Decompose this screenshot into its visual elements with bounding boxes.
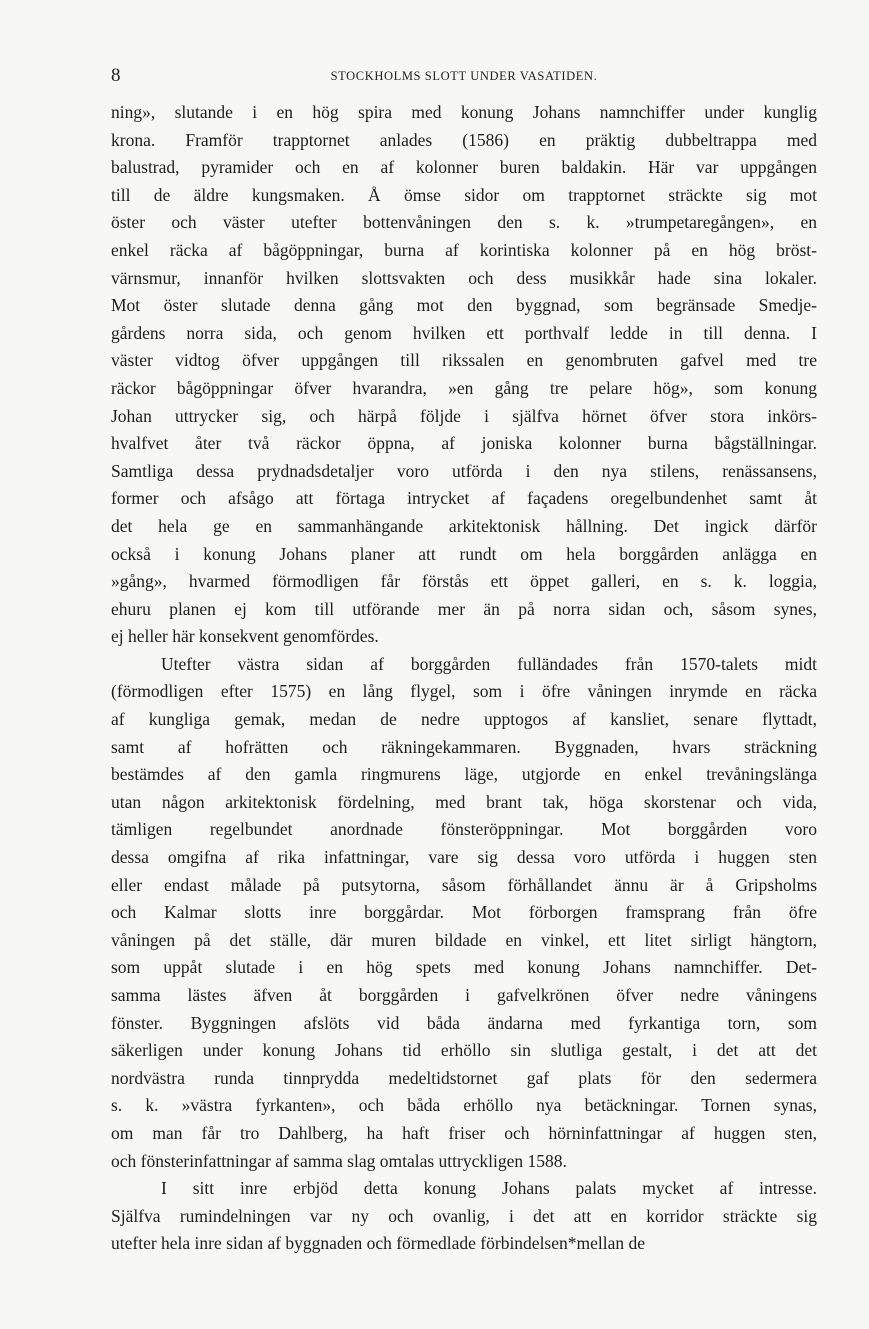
text-line: enkel räcka af bågöppningar, burna af korintiska kolonner på en hög bröst-	[111, 239, 817, 260]
text-line: hvalfvet åter två räckor öppna, af joniska kolonner burna bågställningar.	[111, 433, 817, 454]
text-line: räckor bågöppningar öfver hvarandra, »en gång tre pelare hög», som konung	[111, 377, 817, 398]
paragraph	[111, 99, 817, 651]
text-line: nordvästra runda tinnprydda medeltidstornet gaf plats för den sedermera	[111, 1067, 817, 1088]
text-line: bestämdes af den gamla ringmurens läge, utgjorde en enkel trevåningslänga	[111, 764, 817, 785]
text-line: som uppåt slutade i en hög spets med konung Johans namnchiffer. Det-	[111, 957, 817, 978]
text-line: dessa omgifna af rika infattningar, vare sig dessa voro utförda i huggen sten	[111, 847, 817, 868]
text-line: s. k. »västra fyrkanten», och båda erhöllo nya betäckningar. Tornen synas,	[111, 1095, 817, 1116]
text-line: (förmodligen efter 1575) en lång flygel, som i öfre våningen inrymde en räcka	[111, 681, 817, 702]
text-line: Utefter västra sidan af borggården fulländades från 1570-talets midt	[161, 653, 817, 674]
page-header	[111, 64, 817, 88]
text-line: öster och väster utefter bottenvåningen den s. k. »trumpetaregången», en	[111, 212, 817, 233]
text-line: former och afsågo att förtaga intrycket af façadens oregelbundenhet samt åt	[111, 488, 817, 509]
text-line: säkerligen under konung Johans tid erhöllo sin slutliga gestalt, i det att det	[111, 1040, 817, 1061]
text-line: Själfva rumindelningen var ny och ovanlig, i det att en korridor sträckte sig	[111, 1205, 817, 1226]
text-line: det hela ge en sammanhängande arkitektonisk hållning. Det ingick därför	[111, 515, 817, 536]
page-number: 8	[111, 65, 121, 86]
text-line: väster vidtog öfver uppgången till rikssalen en genombruten gafvel med tre	[111, 350, 817, 371]
text-line: samma lästes äfven åt borggården i gafvelkrönen öfver nedre våningens	[111, 985, 817, 1005]
text-line: fönster. Byggningen afslöts vid båda ändarna med fyrkantiga torn, som	[111, 1012, 817, 1033]
text-line: eller endast målade på putsytorna, såsom förhållandet ännu är å Gripsholms	[111, 874, 817, 895]
text-line: utefter hela inre sidan af byggnaden och förmedlade förbindelsen*mellan de	[111, 1233, 646, 1254]
text-line: tämligen regelbundet anordnade fönsteröppningar. Mot borggården voro	[111, 819, 817, 840]
body-text	[111, 99, 817, 1258]
text-line: balustrad, pyramider och en af kolonner buren baldakin. Här var uppgången	[111, 157, 817, 178]
text-line: »gång», hvarmed förmodligen får förstås ett öppet galleri, en s. k. loggia,	[111, 571, 817, 592]
text-line: utan någon arkitektonisk fördelning, med brant tak, höga skorstenar och vida,	[111, 791, 817, 812]
text-line: Johan uttrycker sig, och härpå följde i själfva hörnet öfver stora inkörs-	[111, 405, 817, 426]
text-line: och Kalmar slotts inre borggårdar. Mot förborgen framsprang från öfre	[111, 902, 817, 923]
text-line: I sitt inre erbjöd detta konung Johans palats mycket af intresse.	[161, 1178, 817, 1199]
text-line: till de äldre kungsmaken. Å ömse sidor om trapptornet sträckte sig mot	[111, 184, 817, 205]
text-line: också i konung Johans planer att rundt om hela borggården anlägga en	[111, 543, 817, 564]
text-line: gårdens norra sida, och genom hvilken ett porthvalf ledde in till denna. I	[111, 322, 817, 343]
text-line: ehuru planen ej kom till utförande mer än på norra sidan och, såsom synes,	[111, 598, 817, 619]
text-line: Mot öster slutade denna gång mot den byggnad, som begränsade Smedje-	[111, 295, 817, 316]
text-line: och fönsterinfattningar af samma slag omtalas uttryckligen 1588.	[111, 1150, 567, 1171]
text-line: krona. Framför trapptornet anlades (1586) en präktig dubbeltrappa med	[111, 129, 817, 150]
text-line: samt af hofrätten och räkningekammaren. Byggnaden, hvars sträckning	[111, 736, 817, 757]
text-line: våningen på det ställe, där muren bildade en vinkel, ett litet sirligt hängtorn,	[111, 929, 817, 950]
text-line: ej heller här konsekvent genomfördes.	[111, 626, 379, 647]
paragraph	[111, 651, 817, 1175]
text-line: Samtliga dessa prydnadsdetaljer voro utförda i den nya stilens, renässansens,	[111, 460, 817, 481]
text-line: ning», slutande i en hög spira med konung Johans namnchiffer under kunglig	[111, 102, 817, 122]
text-line: om man får tro Dahlberg, ha haft friser och hörninfattningar af huggen sten,	[111, 1122, 817, 1143]
text-line: värnsmur, innanför hvilken slottsvakten och dess musikkår hade sina lokaler.	[111, 267, 817, 288]
paragraph	[111, 1175, 817, 1258]
running-title: STOCKHOLMS SLOTT UNDER VASATIDEN.	[330, 69, 598, 83]
text-line: af kungliga gemak, medan de nedre upptogos af kansliet, senare flyttadt,	[111, 709, 817, 730]
